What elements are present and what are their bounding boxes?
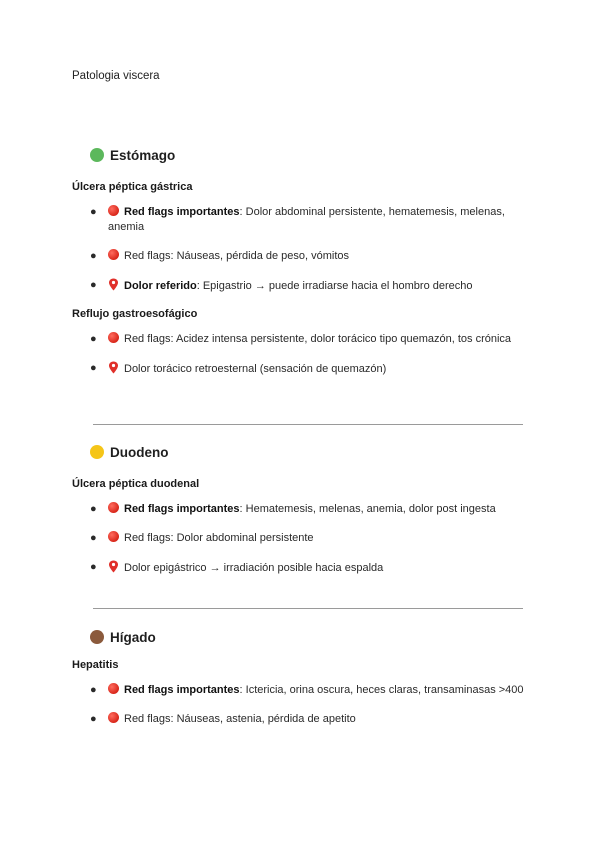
yellow-circle-icon: [90, 445, 104, 459]
page-title: Patologia viscera: [72, 70, 160, 82]
section-heading: [90, 627, 528, 647]
red-circle-icon: [108, 249, 119, 260]
section-estomago: [72, 145, 528, 391]
item-text: Red flags: Acidez intensa persistente, dolor torácico tipo quemazón, tos crónica: [124, 333, 512, 345]
section-title: Estómago: [110, 147, 176, 163]
red-circle-icon: [108, 712, 119, 723]
bullet-list: [72, 332, 528, 377]
list-item: ● Dolor torácico retroesternal (sensación de quemazón): [90, 362, 387, 375]
item-text: : Hematemesis, melenas, anemia, dolor post ingesta: [239, 503, 496, 515]
list-item: ● Red flags: Acidez intensa persistente, dolor torácico tipo quemazón, tos crónica: [90, 333, 512, 345]
red-circle-icon: [108, 531, 119, 542]
item-text: : Epigastrio → puede irradiarse hacia el hombro derecho: [196, 280, 473, 292]
subsection-heading: Úlcera péptica duodenal: [72, 478, 200, 490]
section-higado: [72, 627, 528, 741]
subsection-heading: Reflujo gastroesofágico: [72, 308, 198, 320]
list-item: ● Red flags: Náuseas, astenia, pérdida de apetito: [90, 713, 356, 725]
divider: [93, 608, 523, 609]
list-item: ● Dolor referido: Epigastrio → puede irradiarse hacia el hombro derecho: [90, 279, 473, 292]
subsection-heading: Úlcera péptica gástrica: [72, 181, 193, 193]
red-circle-icon: [108, 332, 119, 343]
section-title: Duodeno: [110, 444, 169, 460]
section-duodeno: [72, 442, 528, 590]
bullet-list: [72, 502, 528, 576]
item-text: Red flags: Náuseas, pérdida de peso, vómitos: [124, 250, 350, 262]
item-text: Red flags: Náuseas, astenia, pérdida de apetito: [124, 713, 356, 725]
list-item: ● Red flags importantes: Dolor abdominal persistente, hematemesis, melenas, anemia: [90, 206, 505, 233]
subsection-heading: Hepatitis: [72, 659, 119, 671]
pin-icon: [108, 361, 119, 374]
item-bold: Red flags importantes: [124, 684, 240, 696]
item-text: : Ictericia, orina oscura, heces claras, transaminasas >400: [239, 684, 524, 696]
item-text: : Dolor abdominal persistente, hematemesis, melenas, anemia: [108, 206, 505, 233]
pin-icon: [108, 278, 119, 291]
red-circle-icon: [108, 683, 119, 694]
bullet-list: [72, 683, 528, 727]
bullet-list: [72, 205, 528, 294]
item-text: Dolor torácico retroesternal (sensación de quemazón): [124, 363, 387, 375]
list-item: ● Red flags: Dolor abdominal persistente: [90, 532, 314, 544]
red-circle-icon: [108, 502, 119, 513]
divider: [93, 424, 523, 425]
section-heading: [90, 145, 528, 165]
list-item: ● Dolor epigástrico → irradiación posible hacia espalda: [90, 561, 384, 574]
pin-icon: [108, 560, 119, 573]
item-text: Red flags: Dolor abdominal persistente: [124, 532, 314, 544]
item-bold: Dolor referido: [124, 280, 197, 292]
section-heading: [90, 442, 528, 462]
red-circle-icon: [108, 205, 119, 216]
list-item: ● Red flags: Náuseas, pérdida de peso, vómitos: [90, 250, 350, 262]
list-item: ● Red flags importantes: Ictericia, orina oscura, heces claras, transaminasas >400: [90, 684, 524, 696]
section-title: Hígado: [110, 629, 156, 645]
item-bold: Red flags importantes: [124, 206, 240, 218]
green-circle-icon: [90, 148, 104, 162]
brown-circle-icon: [90, 630, 104, 644]
item-bold: Red flags importantes: [124, 503, 240, 515]
item-text: Dolor epigástrico → irradiación posible hacia espalda: [124, 562, 384, 574]
list-item: ● Red flags importantes: Hematemesis, melenas, anemia, dolor post ingesta: [90, 503, 496, 515]
